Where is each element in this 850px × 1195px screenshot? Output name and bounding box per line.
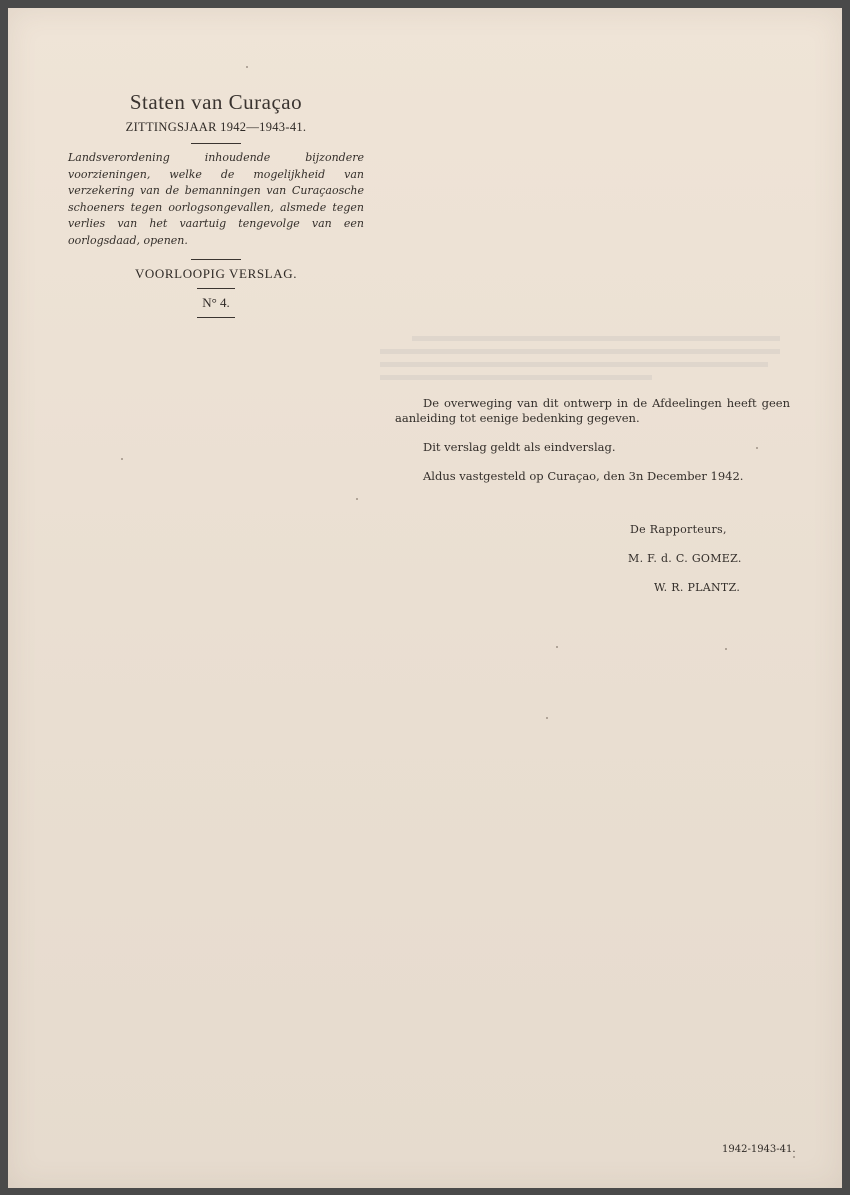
- divider: [191, 259, 241, 260]
- divider: [191, 143, 241, 144]
- paper-speck: [546, 717, 548, 719]
- body-paragraph: Dit verslag geldt als eindverslag.: [423, 440, 616, 454]
- footer-code: 1942-1943-41.: [722, 1144, 796, 1155]
- paper-speck: [793, 1156, 795, 1158]
- document-header: [66, 90, 366, 324]
- report-title: VOORLOOPIG VERSLAG.: [134, 266, 298, 281]
- paper-speck: [356, 498, 358, 500]
- divider: [197, 317, 235, 318]
- document-page: [8, 8, 842, 1188]
- report-body: [395, 396, 790, 498]
- signature-name: M. F. d. C. GOMEZ.: [628, 552, 742, 565]
- divider: [197, 288, 235, 289]
- signature-heading: De Rapporteurs,: [630, 523, 727, 536]
- paper-speck: [725, 648, 727, 650]
- paper-speck: [756, 447, 758, 449]
- bleed-through-text: [380, 328, 780, 388]
- body-paragraph: De overweging van dit ontwerp in de Afdeelingen heeft geen aanleiding tot eenige bedenking gegeven.: [395, 396, 790, 425]
- subject-text: Landsverordening inhoudende bijzondere voorzieningen, welke de mogelijkheid van verzekering van de bemanningen van Curaçaosche schoeners tegen oorlogsongevallen, alsmede tegen verlies van het vaartuig tengevolge van een oorlogsdaad, openen.: [68, 151, 364, 247]
- body-paragraph: Aldus vastgesteld op Curaçao, den 3n December 1942.: [423, 469, 744, 483]
- signature-block: [628, 522, 828, 609]
- org-title: Staten van Curaçao: [129, 90, 303, 114]
- signature-name: W. R. PLANTZ.: [654, 581, 741, 594]
- paper-speck: [121, 458, 123, 460]
- paper-speck: [246, 66, 248, 68]
- paper-speck: [556, 646, 558, 648]
- session-year: ZITTINGSJAAR 1942—1943-41.: [125, 120, 307, 134]
- report-number: N° 4.: [202, 295, 230, 310]
